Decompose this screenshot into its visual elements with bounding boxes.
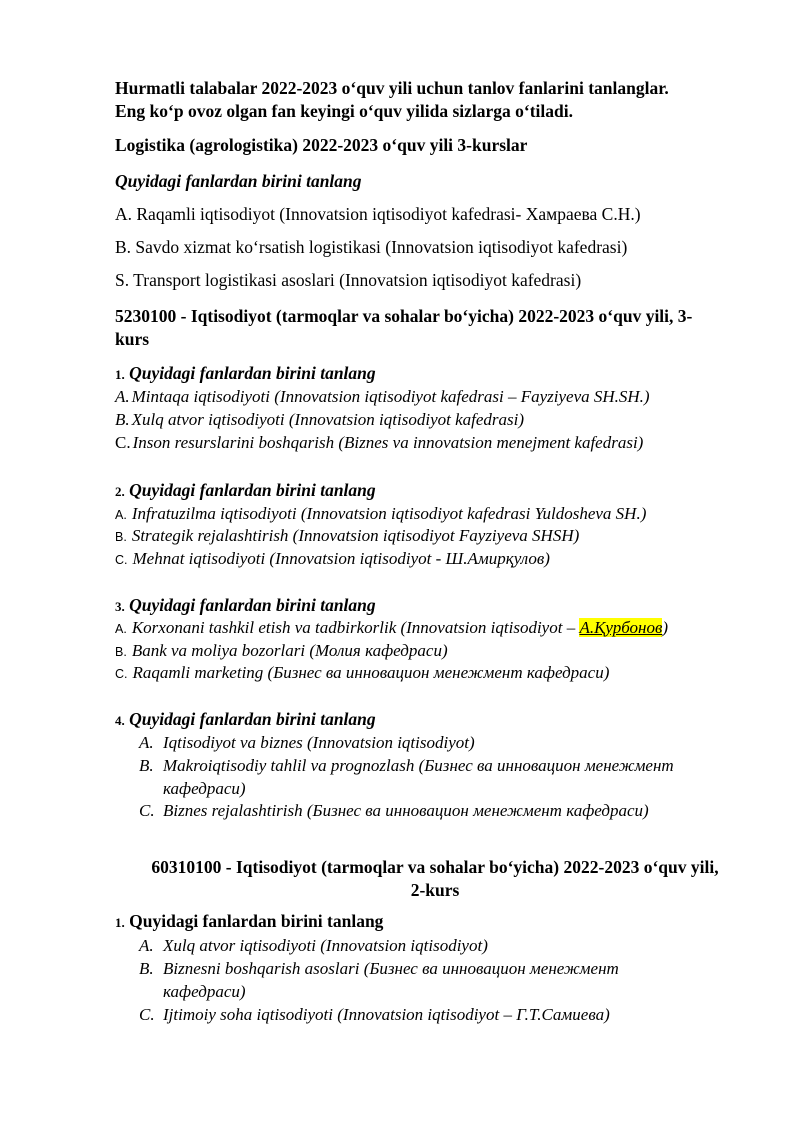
iqt3-group-1-option-a [115, 386, 650, 408]
iqt3-heading-line-1: 5230100 - Iqtisodiyot (tarmoqlar va sohalar bo‘yicha) 2022-2023 o‘quv yili, 3- [115, 306, 693, 326]
iqt3-group-3-title: Quyidagi fanlardan birini tanlang [129, 595, 376, 615]
iqt2-group-1-option-a [139, 934, 759, 957]
option-text-end: ) [662, 618, 669, 637]
option-label: C. [115, 433, 131, 452]
option-label: C. [139, 1005, 155, 1024]
iqt3-heading [115, 305, 760, 351]
logistika-instruction: Quyidagi fanlardan birini tanlang [115, 171, 362, 191]
iqt3-group-1-option-b [115, 409, 524, 431]
option-text: Xulq atvor iqtisodiyoti (Innovatsion iqtisodiyot kafedrasi) [131, 410, 525, 429]
iqt3-group-1-option-c [115, 432, 643, 454]
iqt3-group-2-option-a [115, 503, 646, 526]
logistika-heading: Logistika (agrologistika) 2022-2023 o‘quv yili 3-kurslar [115, 135, 528, 155]
iqt3-group-2-number: 2. [115, 484, 125, 499]
iqt3-group-4-instruction [115, 708, 755, 732]
iqt3-group-1-number: 1. [115, 367, 125, 382]
iqt3-group-4-option-a [139, 731, 759, 754]
iqt2-group-1-option-b [139, 957, 759, 1003]
iqt3-group-4-option-b [139, 754, 759, 800]
option-label: A. [139, 733, 154, 752]
option-label: B. [115, 410, 130, 429]
highlighted-name: А.Қурбонов [579, 618, 663, 637]
iqt2-group-1-number: 1. [115, 915, 125, 930]
option-label: B. [139, 959, 154, 978]
iqt3-group-1-title: Quyidagi fanlardan birini tanlang [129, 363, 376, 383]
iqt2-group-1-option-c [139, 1003, 759, 1026]
intro-line-2: Eng ko‘p ovoz olgan fan keyingi o‘quv yilida sizlarga o‘tiladi. [115, 101, 573, 121]
option-text: Raqamli marketing (Бизнес ва инновацион менежмент кафедраси) [132, 663, 610, 682]
option-text-line-1: Biznesni boshqarish asoslari (Бизнес ва инновацион менежмент [163, 959, 619, 978]
iqt2-group-1-title: Quyidagi fanlardan birini tanlang [129, 911, 384, 931]
iqt3-group-4-option-c [139, 799, 759, 822]
option-text: Korxonani tashkil etish va tadbirkorlik (Innovatsion iqtisodiyot – [131, 618, 580, 637]
option-label: B. [115, 530, 127, 544]
option-label: A. [115, 387, 130, 406]
option-label: A. [115, 508, 127, 522]
option-text: Iqtisodiyot va biznes (Innovatsion iqtisodiyot) [163, 733, 475, 752]
option-label: B. [139, 756, 154, 775]
option-text: Strategik rejalashtirish (Innovatsion iqtisodiyot Fayziyeva SHSH) [131, 526, 580, 545]
intro-paragraph [115, 77, 755, 123]
option-text: Infratuzilma iqtisodiyoti (Innovatsion iqtisodiyot kafedrasi Yuldosheva SH.) [131, 504, 647, 523]
iqt2-group-1-instruction [115, 910, 755, 934]
option-text: Ijtimoiy soha iqtisodiyoti (Innovatsion iqtisodiyot – Г.Т.Самиева) [163, 1005, 610, 1024]
option-text-line-2: кафедраси) [163, 982, 246, 1001]
option-text: Xulq atvor iqtisodiyoti (Innovatsion iqtisodiyot) [163, 936, 488, 955]
logistika-option-b: B. Savdo xizmat ko‘rsatish logistikasi (Innovatsion iqtisodiyot kafedrasi) [115, 237, 628, 257]
option-text: Bank va moliya bozorlari (Молия кафедраси) [131, 641, 448, 660]
iqt3-group-1-instruction [115, 362, 755, 386]
iqt3-group-3-option-b [115, 640, 448, 663]
iqt3-group-2-option-b [115, 525, 579, 548]
iqt3-group-3-number: 3. [115, 599, 125, 614]
iqt3-group-3-instruction [115, 594, 755, 618]
intro-line-1: Hurmatli talabalar 2022-2023 o‘quv yili uchun tanlov fanlarini tanlanglar. [115, 78, 669, 98]
option-label: B. [115, 645, 127, 659]
iqt2-heading-line-1: 60310100 - Iqtisodiyot (tarmoqlar va sohalar bo‘yicha) 2022-2023 o‘quv yili, [151, 857, 719, 877]
iqt2-heading [110, 856, 760, 902]
iqt3-group-4-number: 4. [115, 713, 125, 728]
logistika-option-s: S. Transport logistikasi asoslari (Innovatsion iqtisodiyot kafedrasi) [115, 270, 582, 290]
logistika-option-a: A. Raqamli iqtisodiyot (Innovatsion iqtisodiyot kafedrasi- Хамраева С.Н.) [115, 204, 641, 224]
iqt3-heading-line-2: kurs [115, 329, 150, 349]
option-text: Biznes rejalashtirish (Бизнес ва инновацион менежмент кафедраси) [163, 801, 649, 820]
option-text-line-2: кафедраси) [163, 779, 246, 798]
option-text: Mintaqa iqtisodiyoti (Innovatsion iqtisodiyot kafedrasi – Fayziyeva SH.SH.) [131, 387, 650, 406]
option-label: C. [115, 553, 128, 567]
iqt2-heading-line-2: 2-kurs [410, 880, 460, 900]
option-text: Inson resurslarini boshqarish (Biznes va innovatsion menejment kafedrasi) [132, 433, 644, 452]
option-label: A. [139, 936, 154, 955]
option-label: C. [139, 801, 155, 820]
option-label: C. [115, 667, 128, 681]
option-label: A. [115, 622, 127, 636]
option-text-line-1: Makroiqtisodiy tahlil va prognozlash (Бизнес ва инновацион менежмент [163, 756, 674, 775]
iqt3-group-2-option-c [115, 548, 550, 571]
iqt3-group-3-option-a [115, 617, 668, 640]
option-text: Mehnat iqtisodiyoti (Innovatsion iqtisodiyot - Ш.Амирқулов) [132, 549, 550, 568]
iqt3-group-2-instruction [115, 479, 755, 503]
iqt3-group-4-title: Quyidagi fanlardan birini tanlang [129, 709, 376, 729]
iqt3-group-3-option-c [115, 662, 609, 685]
iqt3-group-2-title: Quyidagi fanlardan birini tanlang [129, 480, 376, 500]
